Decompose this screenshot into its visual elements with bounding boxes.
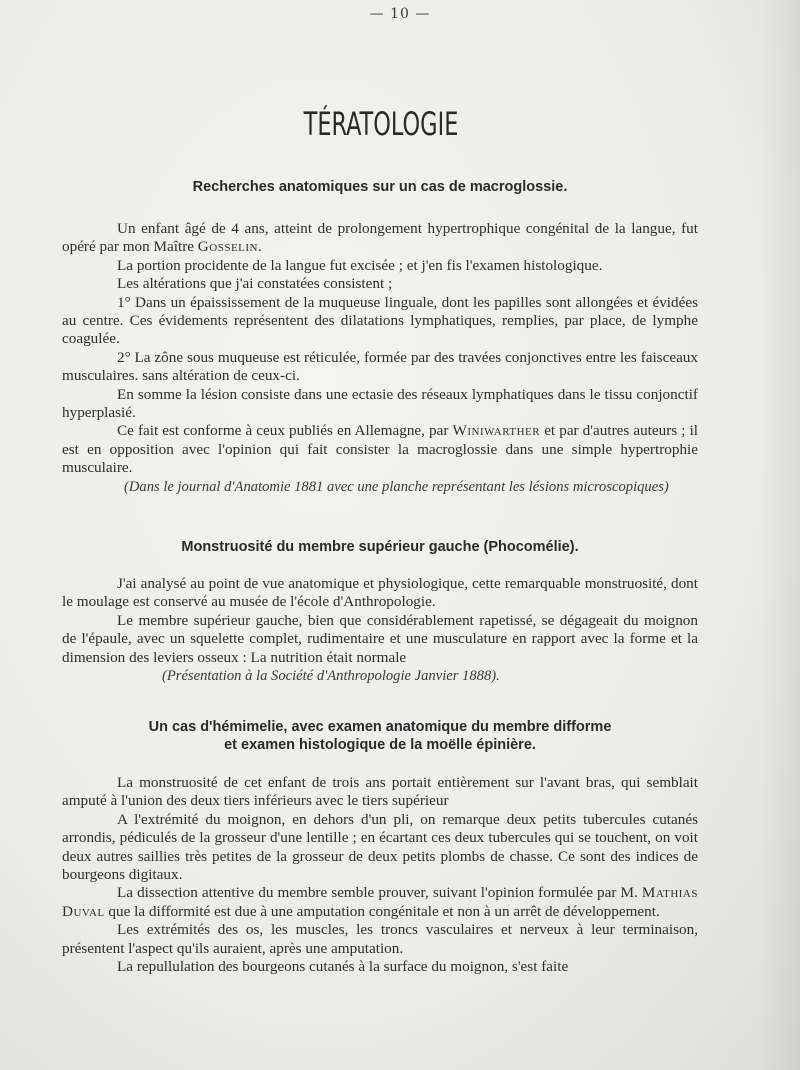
page-edge-shadow	[760, 0, 800, 1070]
paragraph: A l'extrémité du moignon, en dehors d'un pli, on remarque deux petits tubercules cutanés arrondis, pédiculés de la grosseur d'une lentille ; en écartant ces deux tubercules qui se touchent, on voit deux autres saillies très petites de la grosseur de deux petits plombs de chasse. Ce sont des indices de bourgeons digitaux.	[62, 810, 698, 884]
paragraph	[62, 884, 698, 921]
section-heading-line: et examen histologique de la moëlle épinière.	[224, 737, 536, 753]
section-hemimelie	[62, 718, 698, 754]
section-heading-line: Un cas d'hémimelie, avec examen anatomique du membre difforme	[148, 719, 612, 735]
author-name: Winiwarther	[452, 422, 541, 440]
paragraph-text: et par d'autres auteurs ; il est en opposition avec l'opinion qui fait consister la macroglossie dans une simple hypertrophie musculaire.	[62, 422, 699, 477]
author-name: Gosselin	[197, 238, 258, 256]
paragraph: La monstruosité de cet enfant de trois ans portait entièrement sur l'avant bras, qui semblait amputé à l'union des deux tiers inférieurs avec le tiers supérieur	[62, 774, 698, 810]
paragraph: 2° La zône sous muqueuse est réticulée, formée par des travées conjonctives entre les faisceaux musculaires. sans altération de ceux-ci.	[62, 348, 698, 385]
paragraph: J'ai analysé au point de vue anatomique et physiologique, cette remarquable monstruosité, dont le moulage est conservé au musée de l'école d'Anthropologie.	[62, 575, 698, 611]
section-body	[62, 575, 698, 685]
paragraph: 1° Dans un épaississement de la muqueuse linguale, dont les papilles sont allongées et évidées au centre. Ces évidements représentent des dilatations lymphatiques, remplies, par place, de lymphe coagulée.	[62, 293, 698, 348]
section-heading: Recherches anatomiques sur un cas de macroglossie.	[192, 179, 568, 195]
paragraph: Les altérations que j'ai constatées consistent ;	[117, 275, 393, 293]
paragraph: En somme la lésion consiste dans une ectasie des réseaux lymphatiques dans le tissu conjonctif hyperplasié.	[62, 385, 698, 422]
page-title: TÉRATOLOGIE	[303, 105, 459, 143]
paragraph: Le membre supérieur gauche, bien que considérablement rapetissé, se dégageait du moignon de l'épaule, avec un squelette complet, rudimentaire et une musculature en rapport avec la forme et la dimension des leviers osseux : La nutrition était normale	[62, 611, 698, 666]
section-body	[62, 220, 698, 496]
paragraph-text: La dissection attentive du membre semble prouver, suivant l'opinion formulée par M.	[117, 884, 638, 902]
section-macroglossie	[62, 178, 698, 196]
section-phocomelie	[62, 538, 698, 556]
section-heading: Monstruosité du membre supérieur gauche (Phocomélie).	[181, 539, 579, 555]
paragraph-text: que la difformité est due à une amputation congénitale et non à un arrêt de développement.	[108, 902, 660, 920]
paragraph-text: Ce fait est conforme à ceux publiés en Allemagne, par	[117, 422, 449, 440]
paragraph: La portion procidente de la langue fut excisée ; et j'en fis l'examen histologique.	[117, 256, 603, 274]
citation: (Présentation à la Société d'Anthropologie Janvier 1888).	[162, 668, 500, 685]
section-body	[62, 774, 698, 976]
paragraph-text: .	[258, 238, 262, 256]
paragraph: Les extrémités des os, les muscles, les troncs vasculaires et nerveux à leur terminaison, présentent l'aspect qu'ils auraient, après une amputation.	[62, 921, 698, 957]
author-name: Mathias Duval	[62, 884, 698, 920]
paragraph	[62, 220, 698, 257]
page-number: — 10 —	[369, 6, 431, 22]
paragraph: La repullulation des bourgeons cutanés à la surface du moignon, s'est faite	[117, 958, 569, 976]
citation: (Dans le journal d'Anatomie 1881 avec une planche représentant les lésions microscopiques)	[124, 478, 669, 495]
paragraph	[62, 422, 698, 477]
paragraph-text: Un enfant âgé de 4 ans, atteint de prolongement hypertrophique congénital de la langue, fut opéré par mon Maître	[62, 220, 698, 256]
